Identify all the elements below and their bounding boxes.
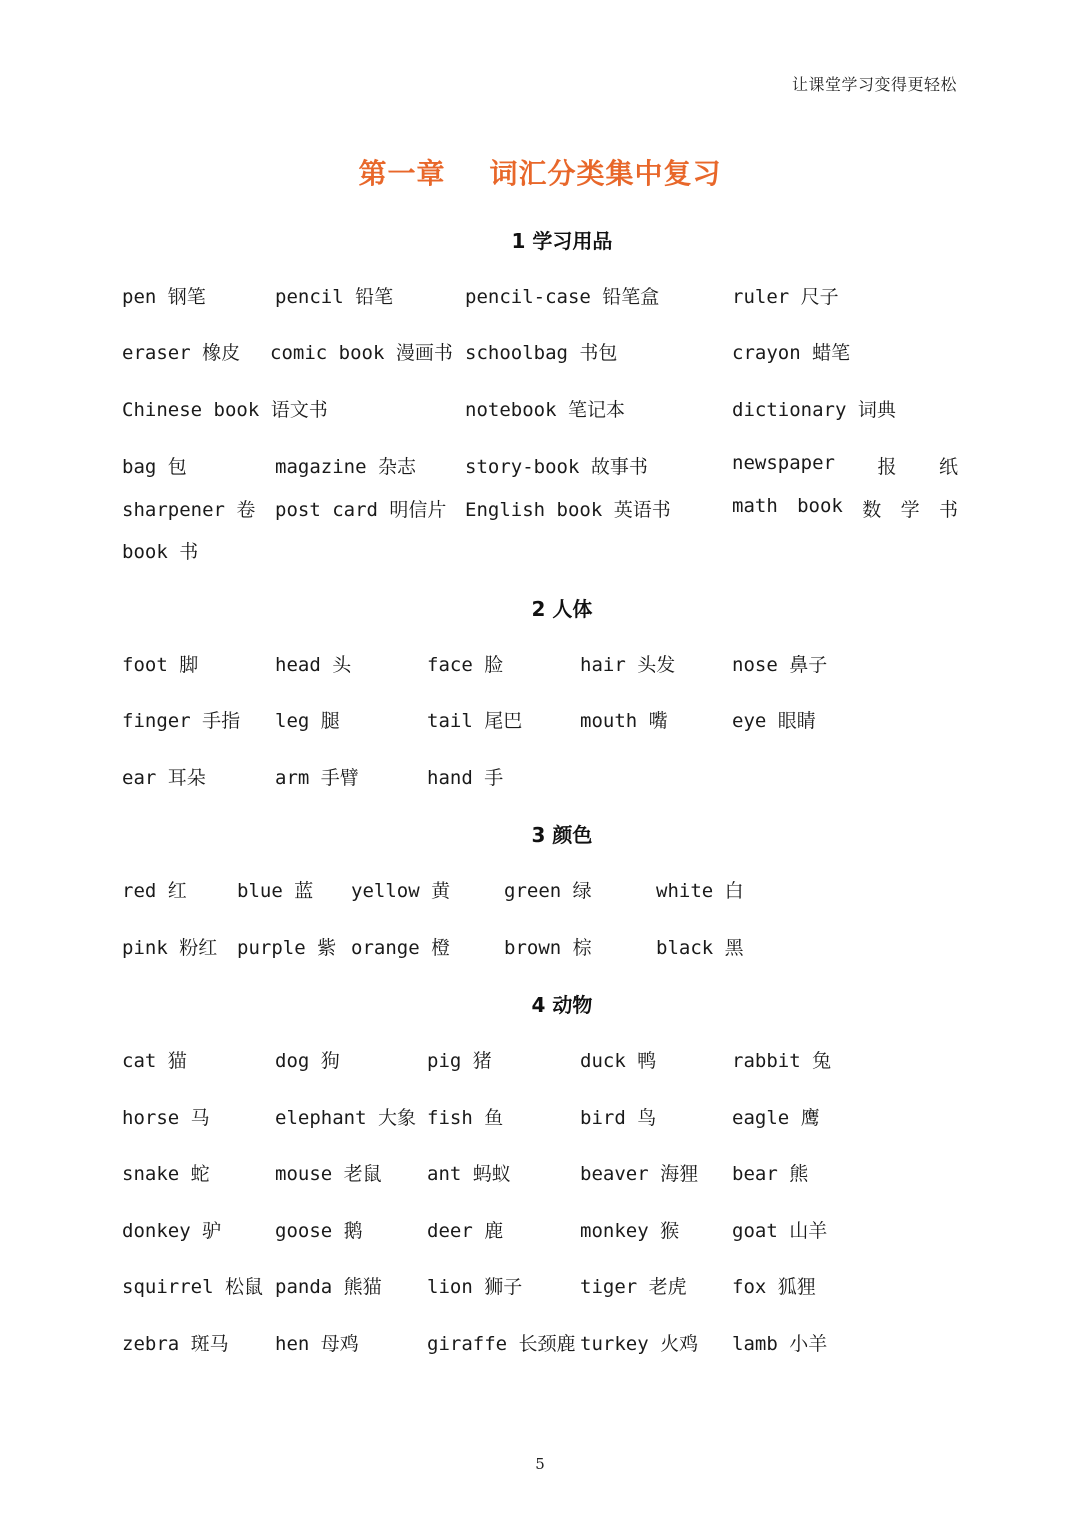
chapter-label: 第一章: [358, 157, 446, 190]
vocab-item: mouth 嘴: [580, 710, 668, 732]
vocab-item: pink 粉红: [122, 937, 218, 959]
vocab-item: sharpener 卷: [122, 499, 256, 521]
vocab-item: orange 橙: [351, 937, 451, 959]
vocab-item: fish 鱼: [427, 1107, 504, 1129]
vocab-item: ruler 尺子: [732, 286, 839, 308]
vocab-item: monkey 猴: [580, 1220, 680, 1242]
vocab-item: green 绿: [504, 880, 592, 902]
vocab-item: arm 手臂: [275, 767, 359, 789]
vocab-item: purple 紫: [237, 937, 337, 959]
vocab-word: newspaper: [732, 452, 835, 474]
vocab-item: squirrel 松鼠: [122, 1276, 263, 1298]
vocab-item: foot 脚: [122, 654, 199, 676]
vocab-item: zebra 斑马: [122, 1333, 229, 1355]
vocab-item: pencil-case 铅笔盒: [465, 286, 660, 308]
vocab-item: red 红: [122, 880, 187, 902]
vocab-item: lion 狮子: [427, 1276, 523, 1298]
section-title-body: 2 人体: [531, 597, 593, 621]
vocab-item: bag 包: [122, 456, 187, 478]
vocab-item: hand 手: [427, 767, 504, 789]
vocab-item: goose 鹅: [275, 1220, 363, 1242]
vocab-item: dictionary 词典: [732, 399, 896, 421]
vocab-item: English book 英语书: [465, 499, 671, 521]
vocab-item: book 书: [122, 541, 199, 563]
vocab-item: deer 鹿: [427, 1220, 504, 1242]
vocab-item: schoolbag 书包: [465, 342, 618, 364]
vocab-item: ear 耳朵: [122, 767, 206, 789]
chapter-title: [0, 152, 1080, 192]
vocab-item: tiger 老虎: [580, 1276, 687, 1298]
vocab-item: pig 猪: [427, 1050, 492, 1072]
vocab-item: finger 手指: [122, 710, 241, 732]
vocab-item: Chinese book 语文书: [122, 399, 328, 421]
vocab-char: 数: [862, 499, 882, 521]
vocab-item: bear 熊: [732, 1163, 809, 1185]
vocab-item: hair 头发: [580, 654, 676, 676]
vocab-item: white 白: [656, 880, 744, 902]
vocab-item: crayon 蜡笔: [732, 342, 851, 364]
vocab-word: math: [732, 495, 778, 517]
vocab-item: ant 蚂蚁: [427, 1163, 511, 1185]
vocab-item: face 脸: [427, 654, 504, 676]
vocab-item: comic book 漫画书: [270, 342, 453, 364]
vocab-item: elephant 大象: [275, 1107, 416, 1129]
vocab-item: hen 母鸡: [275, 1333, 359, 1355]
vocab-item: cat 猫: [122, 1050, 187, 1072]
vocab-char: 学: [900, 499, 920, 521]
vocab-word: book: [797, 495, 843, 517]
vocab-item: donkey 驴: [122, 1220, 222, 1242]
vocab-item: turkey 火鸡: [580, 1333, 699, 1355]
page-number: 5: [535, 1455, 545, 1473]
vocab-item: mouse 老鼠: [275, 1163, 382, 1185]
section-title-stationery: 1 学习用品: [511, 229, 613, 253]
section-title-colors: 3 颜色: [531, 823, 593, 847]
vocab-item: pencil 铅笔: [275, 286, 394, 308]
vocab-item: yellow 黄: [351, 880, 451, 902]
vocab-item: magazine 杂志: [275, 456, 416, 478]
vocab-item-math-book: [732, 495, 958, 522]
vocab-item: pen 钢笔: [122, 286, 206, 308]
vocab-item: tail 尾巴: [427, 710, 523, 732]
vocab-item: brown 棕: [504, 937, 592, 959]
vocab-item: goat 山羊: [732, 1220, 828, 1242]
vocab-char: 纸: [938, 456, 958, 478]
vocab-item: nose 鼻子: [732, 654, 828, 676]
vocab-item: dog 狗: [275, 1050, 340, 1072]
vocab-item: eagle 鹰: [732, 1107, 820, 1129]
vocab-item: giraffe 长颈鹿: [427, 1333, 576, 1355]
vocab-item: leg 腿: [275, 710, 340, 732]
vocab-item: story-book 故事书: [465, 456, 648, 478]
vocab-item: eraser 橡皮: [122, 342, 241, 364]
vocab-item: horse 马: [122, 1107, 210, 1129]
chapter-heading: 词汇分类集中复习: [489, 157, 722, 190]
vocab-item: blue 蓝: [237, 880, 314, 902]
vocab-item: beaver 海狸: [580, 1163, 699, 1185]
vocab-item: black 黑: [656, 937, 744, 959]
vocab-char: 报: [877, 456, 897, 478]
vocab-item: bird 鸟: [580, 1107, 657, 1129]
vocab-item: rabbit 兔: [732, 1050, 832, 1072]
page-header: 让课堂学习变得更轻松: [791, 75, 957, 94]
section-title-animals: 4 动物: [531, 993, 593, 1017]
vocab-item: duck 鸭: [580, 1050, 657, 1072]
vocab-item: lamb 小羊: [732, 1333, 828, 1355]
vocab-item: post card 明信片: [275, 499, 447, 521]
vocab-item: head 头: [275, 654, 352, 676]
vocab-item-newspaper: [732, 452, 958, 479]
vocab-item: snake 蛇: [122, 1163, 210, 1185]
vocab-item: fox 狐狸: [732, 1276, 816, 1298]
vocab-item: eye 眼睛: [732, 710, 816, 732]
vocab-char: 书: [938, 499, 958, 521]
vocab-item: notebook 笔记本: [465, 399, 625, 421]
vocab-item: panda 熊猫: [275, 1276, 382, 1298]
